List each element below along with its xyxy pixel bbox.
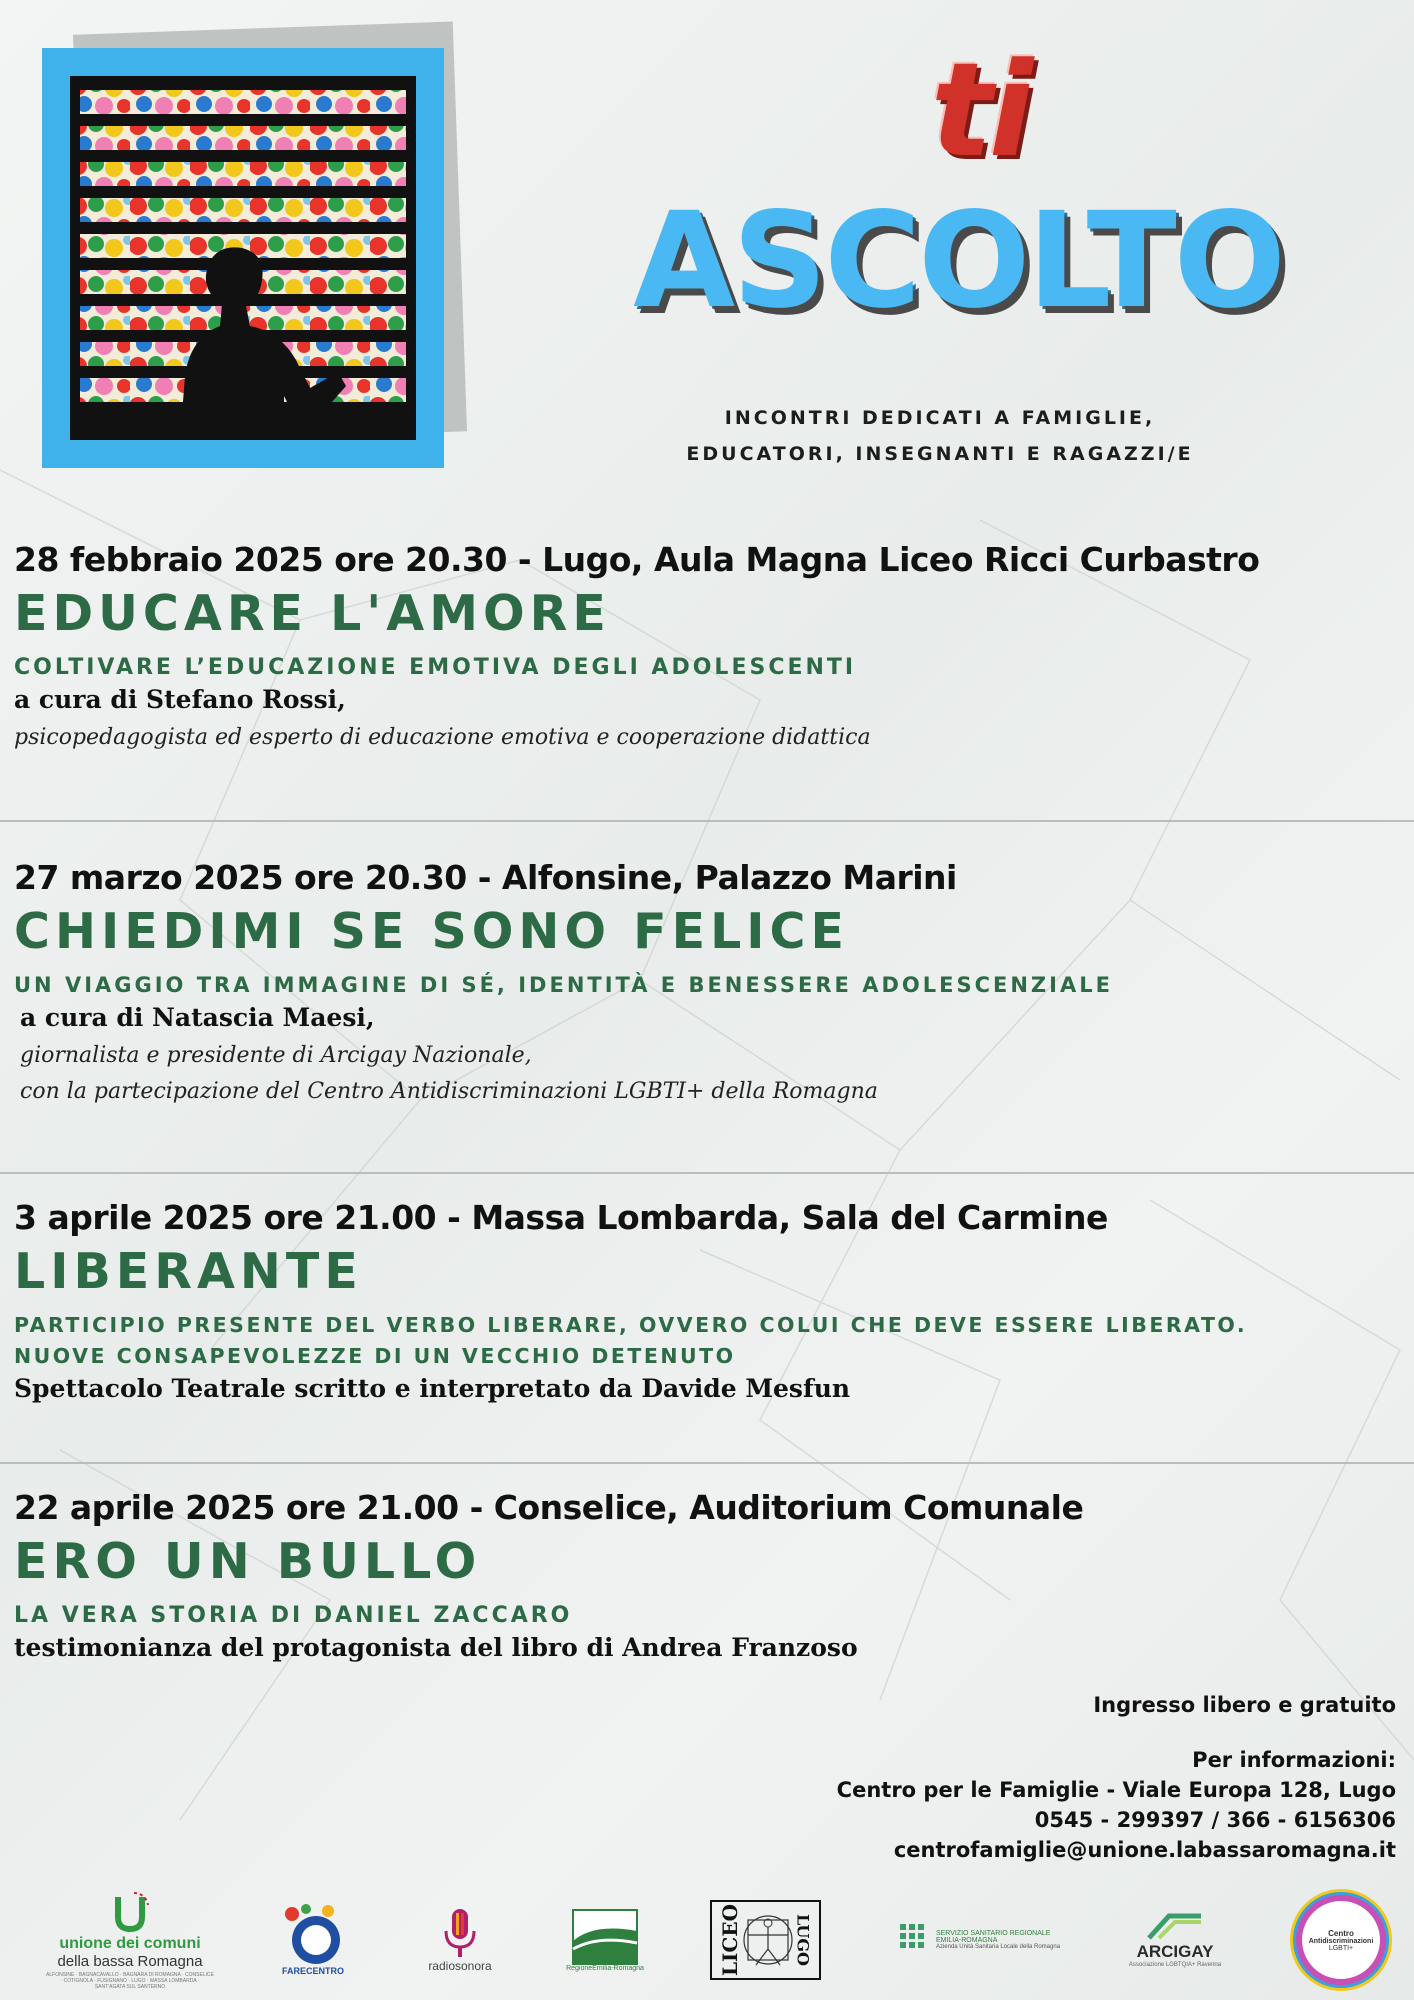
microphone-icon <box>443 1907 477 1959</box>
event-4 <box>14 1488 1404 1662</box>
event-3 <box>14 1198 1404 1403</box>
logo-radiosonora <box>420 1885 500 1995</box>
artwork-frame <box>42 48 444 468</box>
sanitario-line-1: SERVIZIO SANITARIO REGIONALE <box>935 1930 1051 1937</box>
logo-servizio-sanitario <box>890 1885 1070 1995</box>
contact-address: Centro per le Famiglie - Viale Europa 128, Lugo <box>836 1778 1396 1802</box>
event-author: testimonianza del protagonista del libro di Andrea Franzoso <box>14 1633 858 1662</box>
event-1 <box>14 540 1404 756</box>
sanitario-line-3: Azienda Unità Sanitaria Locale della Romagna <box>935 1944 1061 1950</box>
event-subtitle-line-2: NUOVE CONSAPEVOLEZZE DI UN VECCHIO DETENUTO <box>14 1344 736 1368</box>
divider <box>0 1172 1414 1174</box>
contact-label: Per informazioni: <box>1192 1748 1396 1772</box>
contact-info <box>837 1745 1396 1865</box>
event-2 <box>14 858 1404 1110</box>
event-note: psicopedagogista ed esperto di educazione emotiva e cooperazione didattica <box>14 725 871 750</box>
title-small: ti <box>930 34 1030 186</box>
subtitle-line-1: INCONTRI DEDICATI A FAMIGLIE, <box>724 407 1156 429</box>
event-title: LIBERANTE <box>14 1243 363 1300</box>
event-subtitle-line-1: PARTICIPIO PRESENTE DEL VERBO LIBERARE, OVVERO COLUI CHE DEVE ESSERE LIBERATO. <box>14 1313 1248 1337</box>
unione-municipalities: ALFONSINE · BAGNACAVALLO · BAGNARA DI ROMAGNA · CONSELICE · COTIGNOLA · FUSIGNANO · LUGO · MASSA LOMBARDA · SANT'AGATA SUL SANTERNO <box>46 1971 214 1990</box>
event-date-location: 3 aprile 2025 ore 21.00 - Massa Lombarda, Sala del Carmine <box>14 1198 1108 1237</box>
event-note <box>20 1038 1404 1110</box>
logo-centro-antidiscriminazioni <box>1296 1885 1386 1995</box>
arcigay-mark-icon <box>1145 1912 1205 1942</box>
liceo-name: LICEO <box>717 1903 742 1976</box>
event-note-line-1: giornalista e presidente di Arcigay Nazionale, <box>20 1043 532 1068</box>
event-subtitle: UN VIAGGIO TRA IMMAGINE DI SÉ, IDENTITÀ E BENESSERE ADOLESCENZIALE <box>14 973 1113 997</box>
sponsor-logos <box>0 1885 1414 1995</box>
header-subtitle <box>560 400 1320 472</box>
arcigay-name: ARCIGAY <box>1136 1942 1214 1961</box>
event-note-line-2: con la partecipazione del Centro Antidiscriminazioni LGBTI+ della Romagna <box>20 1079 878 1104</box>
event-title: EDUCARE L'AMORE <box>14 585 611 642</box>
subtitle-line-2: EDUCATORI, INSEGNANTI E RAGAZZI/E <box>686 443 1194 465</box>
window-blinds-illustration <box>70 76 416 440</box>
regione-mark-icon <box>572 1909 638 1965</box>
centro-anti-line-3: LGBTI+ <box>1328 1944 1354 1952</box>
sanitario-text <box>936 1930 1060 1950</box>
radiosonora-name: radiosonora <box>428 1959 492 1973</box>
event-title: ERO UN BULLO <box>14 1533 482 1590</box>
unione-name-line-1: unione dei comuni <box>59 1934 201 1952</box>
divider <box>0 1462 1414 1464</box>
farecentro-name: FARECENTRO <box>281 1966 344 1976</box>
contact-email[interactable]: centrofamiglie@unione.labassaromagna.it <box>893 1838 1396 1862</box>
title-main: ASCOLTO <box>633 184 1283 338</box>
logo-unione-comuni <box>40 1885 220 1995</box>
event-author: a cura di Natascia Maesi, <box>20 1003 375 1032</box>
event-date-location: 22 aprile 2025 ore 21.00 - Conselice, Auditorium Comunale <box>14 1488 1084 1527</box>
unione-name-line-2: della bassa Romagna <box>57 1952 203 1970</box>
arcigay-tagline: Associazione LGBTQIA+ Ravenna <box>1128 1962 1222 1968</box>
artwork-window <box>70 76 416 440</box>
centro-anti-badge <box>1296 1895 1386 1985</box>
logo-regione-emilia-romagna <box>565 1885 645 1995</box>
event-subtitle: LA VERA STORIA DI DANIEL ZACCARO <box>14 1603 573 1628</box>
divider <box>0 820 1414 822</box>
unione-mark-icon <box>110 1891 150 1935</box>
farecentro-mark-icon <box>278 1904 348 1966</box>
event-date-location: 28 febbraio 2025 ore 20.30 - Lugo, Aula Magna Liceo Ricci Curbastro <box>14 540 1260 579</box>
liceo-badge <box>710 1900 821 1980</box>
centro-anti-line-2: Antidiscriminazioni <box>1308 1937 1374 1945</box>
event-date-location: 27 marzo 2025 ore 20.30 - Alfonsine, Palazzo Marini <box>14 858 957 897</box>
vitruvian-man-icon <box>742 1905 794 1975</box>
event-author: Spettacolo Teatrale scritto e interpretato da Davide Mesfun <box>14 1374 851 1403</box>
logo-farecentro <box>268 1885 358 1995</box>
event-subtitle: COLTIVARE L’EDUCAZIONE EMOTIVA DEGLI ADOLESCENTI <box>14 655 857 680</box>
logo-arcigay <box>1120 1885 1230 1995</box>
logo-liceo-lugo <box>710 1885 820 1995</box>
entry-note: Ingresso libero e gratuito <box>1093 1693 1396 1717</box>
contact-phones: 0545 - 299397 / 366 - 6156306 <box>1034 1808 1396 1832</box>
event-author: a cura di Stefano Rossi, <box>14 685 346 714</box>
centro-anti-line-1: Centro <box>1328 1928 1354 1938</box>
event-title: CHIEDIMI SE SONO FELICE <box>14 903 849 960</box>
event-subtitle <box>14 1310 1404 1372</box>
regione-name: RegioneEmilia-Romagna <box>566 1964 644 1972</box>
liceo-city: LUGO <box>793 1914 813 1966</box>
sanitario-line-2: EMILIA-ROMAGNA <box>935 1937 998 1944</box>
sanitario-grid-icon <box>900 1924 932 1956</box>
